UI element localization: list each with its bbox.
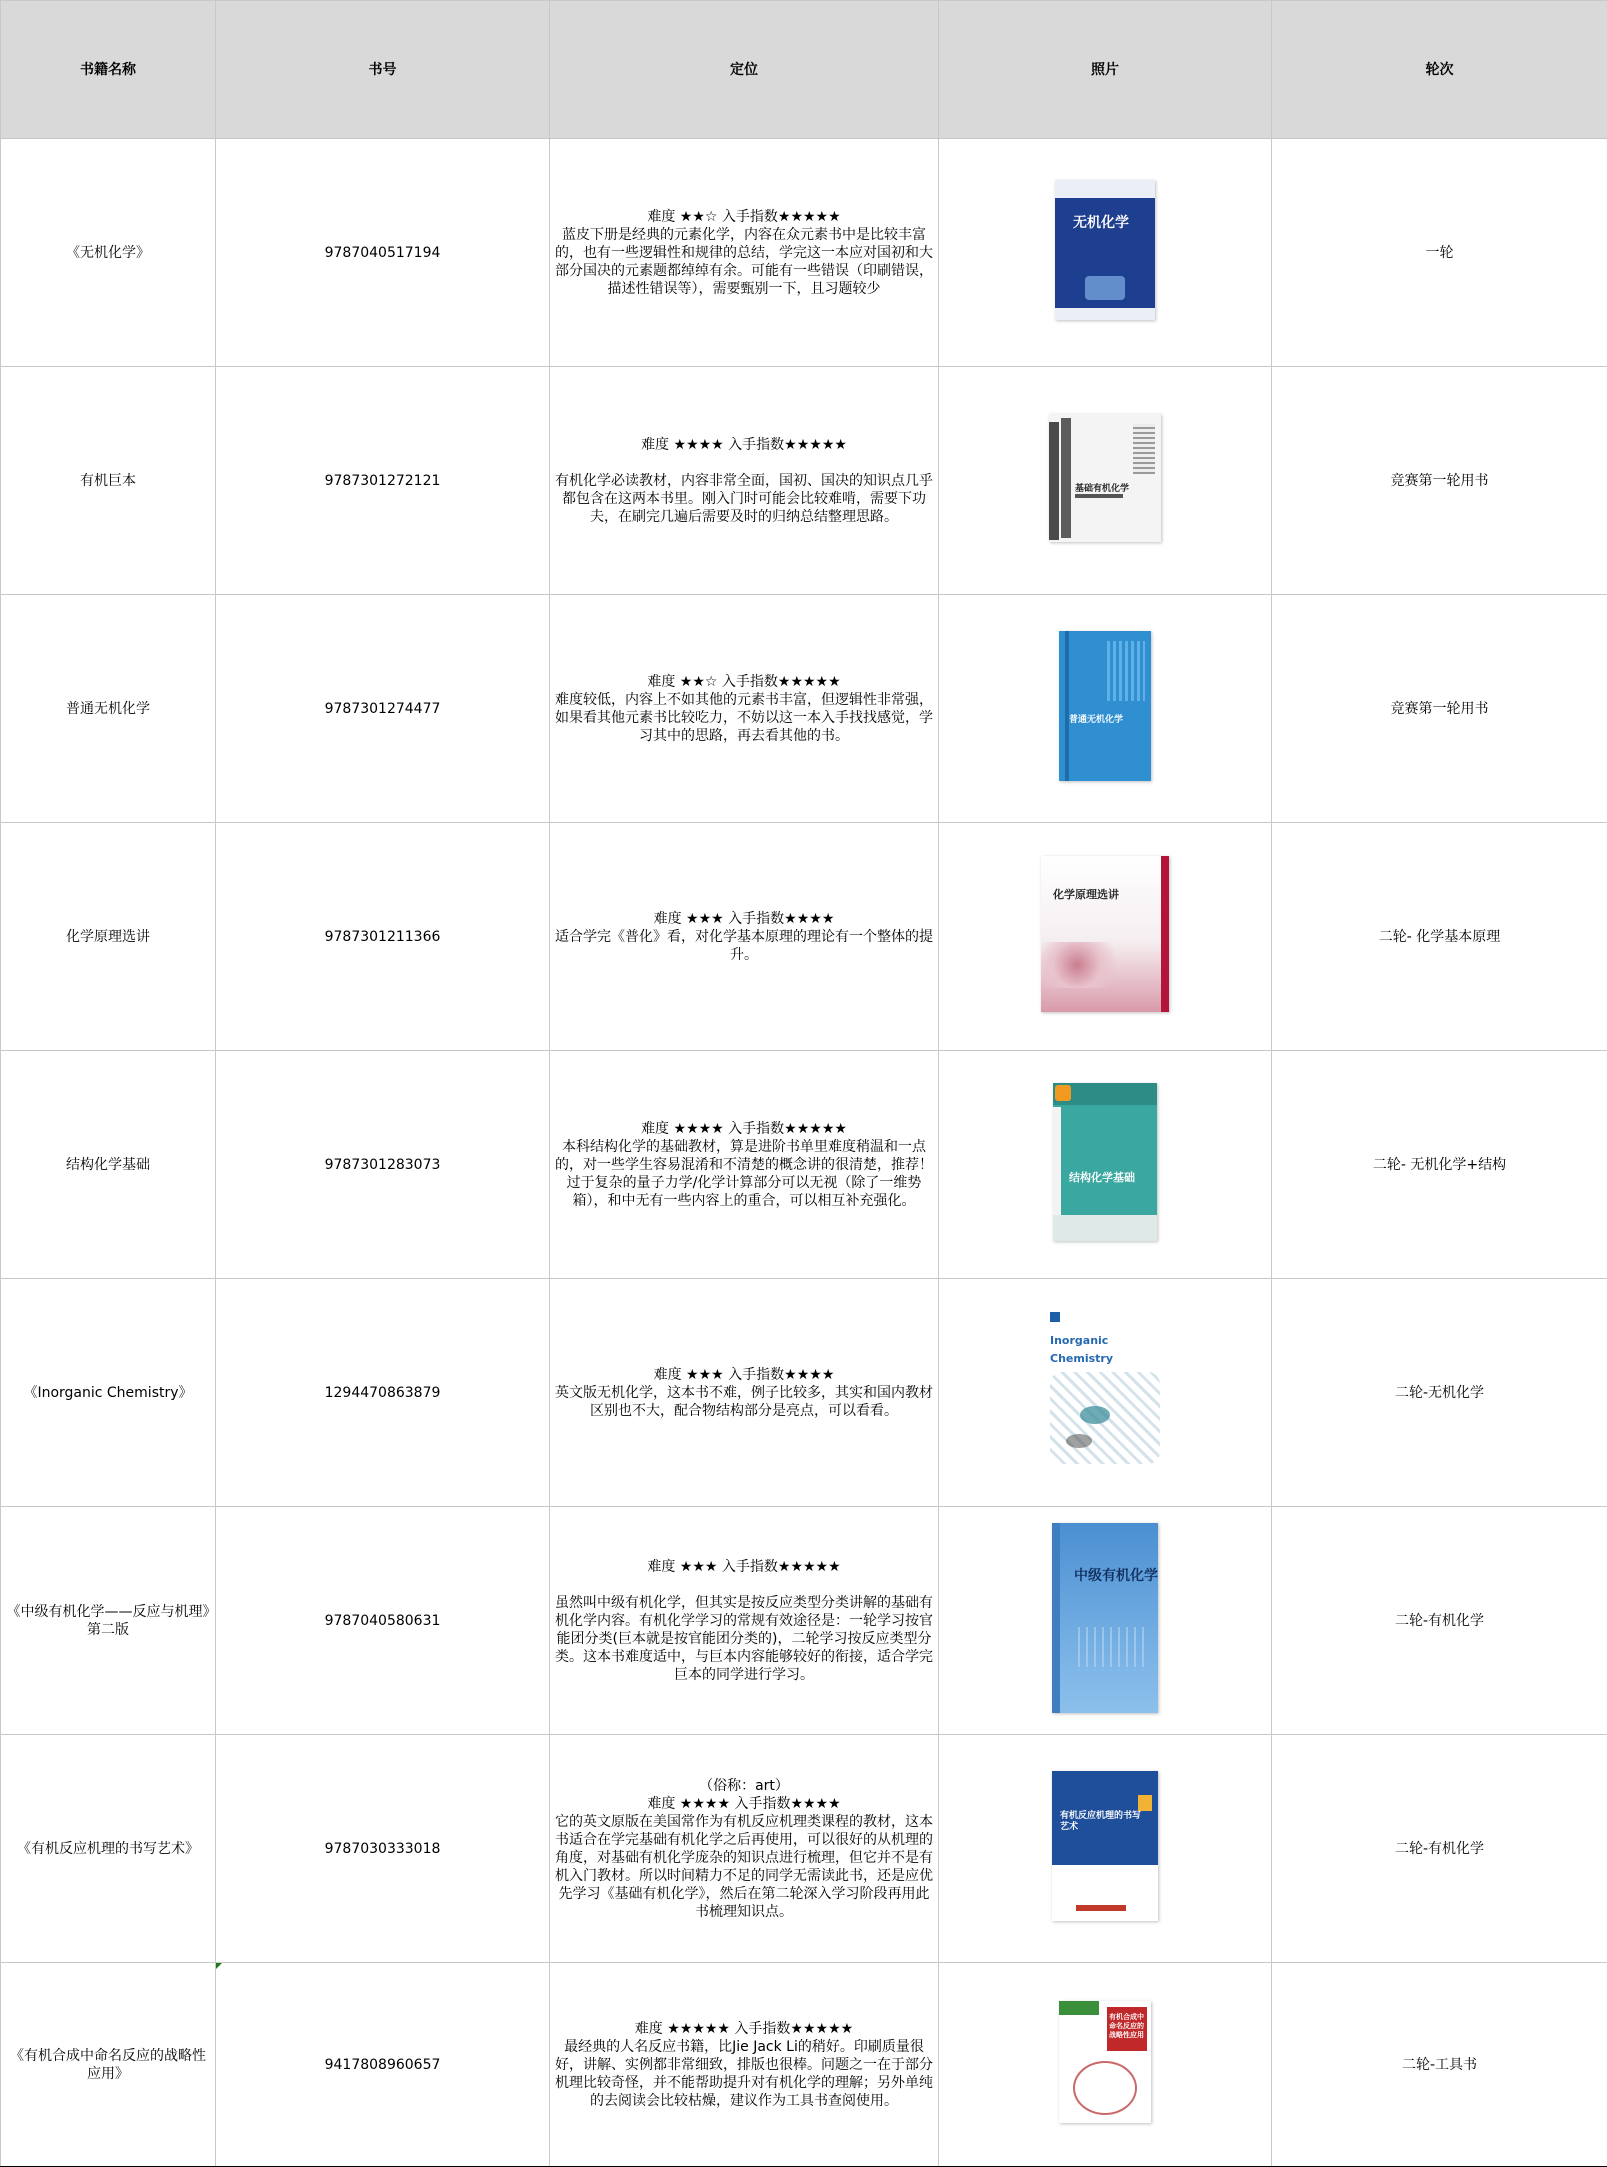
cover-title: 结构化学基础 bbox=[1069, 1169, 1135, 1187]
header-round[interactable]: 轮次 bbox=[1272, 1, 1607, 139]
photo-cell[interactable] bbox=[939, 823, 1272, 1051]
round-cell[interactable]: 竞赛第一轮用书 bbox=[1272, 595, 1607, 823]
book-cover-image bbox=[1049, 414, 1161, 542]
book-cover-image bbox=[1040, 1310, 1170, 1470]
book-name-cell[interactable]: 《Inorganic Chemistry》 bbox=[1, 1279, 216, 1507]
isbn-cell[interactable]: 9787301211366 bbox=[216, 823, 550, 1051]
round-cell[interactable]: 二轮-无机化学 bbox=[1272, 1279, 1607, 1507]
book-name-cell[interactable]: 《中级有机化学——反应与机理》第二版 bbox=[1, 1507, 216, 1735]
cover-title: Inorganic Chemistry bbox=[1050, 1332, 1170, 1368]
description-cell[interactable] bbox=[550, 1279, 939, 1507]
book-name-cell[interactable]: 《有机合成中命名反应的战略性应用》 bbox=[1, 1963, 216, 2167]
photo-cell[interactable] bbox=[939, 1279, 1272, 1507]
description-cell[interactable] bbox=[550, 1963, 939, 2167]
round-cell[interactable]: 一轮 bbox=[1272, 139, 1607, 367]
isbn-cell[interactable]: 9787301274477 bbox=[216, 595, 550, 823]
table-row bbox=[1, 1963, 1607, 2167]
isbn-text: 9417808960657 bbox=[325, 2057, 441, 2073]
header-row bbox=[1, 1, 1607, 139]
cover-title: 有机反应机理的书写艺术 bbox=[1060, 1811, 1146, 1833]
description-text: 难度 ★★★ 入手指数★★★★ 适合学完《普化》看，对化学基本原理的理论有一个整体的提升。 bbox=[554, 910, 934, 964]
description-text: 难度 ★★★★ 入手指数★★★★★ 有机化学必读教材，内容非常全面，国初、国决的知识点几乎都包含在这两本书里。刚入门时可能会比较难啃，需要下功夫，在刷完几遍后需要及时的归纳总结整理思路。 bbox=[554, 436, 934, 526]
cover-title: 基础有机化学 bbox=[1075, 480, 1129, 498]
header-book-name[interactable]: 书籍名称 bbox=[1, 1, 216, 139]
round-cell[interactable]: 竞赛第一轮用书 bbox=[1272, 367, 1607, 595]
description-cell[interactable] bbox=[550, 1735, 939, 1963]
round-cell[interactable]: 二轮-有机化学 bbox=[1272, 1735, 1607, 1963]
book-cover-image bbox=[1055, 180, 1155, 320]
isbn-cell[interactable]: 9787030333018 bbox=[216, 1735, 550, 1963]
description-cell[interactable] bbox=[550, 1507, 939, 1735]
description-cell[interactable] bbox=[550, 595, 939, 823]
book-name-cell[interactable]: 结构化学基础 bbox=[1, 1051, 216, 1279]
book-cover-image bbox=[1052, 1771, 1158, 1921]
table-row bbox=[1, 1507, 1607, 1735]
cover-title: 中级有机化学 bbox=[1074, 1567, 1158, 1585]
isbn-cell[interactable] bbox=[216, 1963, 550, 2167]
cover-title: 普通无机化学 bbox=[1069, 711, 1123, 729]
book-cover-image bbox=[1059, 2001, 1151, 2123]
book-name-cell[interactable]: 普通无机化学 bbox=[1, 595, 216, 823]
photo-cell[interactable] bbox=[939, 1507, 1272, 1735]
description-text: 难度 ★★☆ 入手指数★★★★★ 难度较低，内容上不如其他的元素书丰富，但逻辑性非常强，如果看其他元素书比较吃力，不妨以这一本入手找找感觉，学习其中的思路，再去看其他的书。 bbox=[554, 673, 934, 745]
cover-title: 无机化学 bbox=[1073, 214, 1129, 232]
round-cell[interactable]: 二轮- 化学基本原理 bbox=[1272, 823, 1607, 1051]
isbn-cell[interactable]: 9787040580631 bbox=[216, 1507, 550, 1735]
header-isbn[interactable]: 书号 bbox=[216, 1, 550, 139]
table-row bbox=[1, 139, 1607, 367]
isbn-cell[interactable]: 9787040517194 bbox=[216, 139, 550, 367]
description-cell[interactable] bbox=[550, 1051, 939, 1279]
book-name-cell[interactable]: 化学原理选讲 bbox=[1, 823, 216, 1051]
photo-cell[interactable] bbox=[939, 1051, 1272, 1279]
description-text: 难度 ★★★★★ 入手指数★★★★★ 最经典的人名反应书籍，比Jie Jack Li的稍好。印刷质量很好，讲解、实例都非常细致，排版也很棒。问题之一在于部分机理比较奇怪，并不能帮助提升对有机化学的理解；另外单纯的去阅读会比较枯燥，建议作为工具书查阅使用。 bbox=[554, 2020, 934, 2110]
isbn-cell[interactable]: 1294470863879 bbox=[216, 1279, 550, 1507]
round-cell[interactable]: 二轮-工具书 bbox=[1272, 1963, 1607, 2167]
book-cover-image bbox=[1052, 1523, 1158, 1713]
round-cell[interactable]: 二轮-有机化学 bbox=[1272, 1507, 1607, 1735]
photo-cell[interactable] bbox=[939, 139, 1272, 367]
round-cell[interactable]: 二轮- 无机化学+结构 bbox=[1272, 1051, 1607, 1279]
isbn-cell[interactable]: 9787301283073 bbox=[216, 1051, 550, 1279]
isbn-cell[interactable]: 9787301272121 bbox=[216, 367, 550, 595]
description-cell[interactable] bbox=[550, 139, 939, 367]
description-text: 难度 ★★☆ 入手指数★★★★★ 蓝皮下册是经典的元素化学，内容在众元素书中是比较丰富的，也有一些逻辑性和规律的总结，学完这一本应对国初和大部分国决的元素题都绰绰有余。可能有一些错误（印刷错误，描述性错误等），需要甄别一下，且习题较少 bbox=[554, 208, 934, 298]
description-cell[interactable] bbox=[550, 367, 939, 595]
table-row bbox=[1, 367, 1607, 595]
description-text: 难度 ★★★ 入手指数★★★★ 英文版无机化学，这本书不难，例子比较多，其实和国内教材区别也不大，配合物结构部分是亮点，可以看看。 bbox=[554, 1366, 934, 1420]
header-photo[interactable]: 照片 bbox=[939, 1, 1272, 139]
book-cover-image bbox=[1053, 1083, 1157, 1241]
description-text: 难度 ★★★★ 入手指数★★★★★ 本科结构化学的基础教材，算是进阶书单里难度稍温和一点的，对一些学生容易混淆和不清楚的概念讲的很清楚，推荐！ 过于复杂的量子力学/化学计算部分可以无视（除了一维势箱），和中无有一些内容上的重合，可以相互补充强化。 bbox=[554, 1120, 934, 1210]
cover-title: 有机合成中命名反应的战略性应用 bbox=[1109, 2013, 1145, 2040]
book-cover-image bbox=[1059, 631, 1151, 781]
table-row bbox=[1, 1279, 1607, 1507]
photo-cell[interactable] bbox=[939, 1963, 1272, 2167]
table-row bbox=[1, 595, 1607, 823]
book-cover-image bbox=[1041, 856, 1169, 1012]
photo-cell[interactable] bbox=[939, 367, 1272, 595]
book-name-cell[interactable]: 有机巨本 bbox=[1, 367, 216, 595]
photo-cell[interactable] bbox=[939, 1735, 1272, 1963]
book-name-cell[interactable]: 《有机反应机理的书写艺术》 bbox=[1, 1735, 216, 1963]
book-name-cell[interactable]: 《无机化学》 bbox=[1, 139, 216, 367]
description-text: 难度 ★★★ 入手指数★★★★★ 虽然叫中级有机化学，但其实是按反应类型分类讲解的基础有机化学内容。有机化学学习的常规有效途径是：一轮学习按官能团分类(巨本就是按官能团分类的)，二轮学习按反应类型分类。这本书难度适中，与巨本内容能够较好的衔接，适合学完巨本的同学进行学习。 bbox=[554, 1558, 934, 1684]
cover-title: 化学原理选讲 bbox=[1053, 886, 1119, 904]
cell-comment-marker bbox=[216, 1963, 222, 1969]
table-row bbox=[1, 823, 1607, 1051]
header-positioning[interactable]: 定位 bbox=[550, 1, 939, 139]
table-row bbox=[1, 1051, 1607, 1279]
table-row bbox=[1, 1735, 1607, 1963]
description-cell[interactable] bbox=[550, 823, 939, 1051]
photo-cell[interactable] bbox=[939, 595, 1272, 823]
description-text: （俗称：art） 难度 ★★★★ 入手指数★★★★ 它的英文原版在美国常作为有机反应机理类课程的教材，这本书适合在学完基础有机化学之后再使用，可以很好的从机理的角度，对基础有机化学庞杂的知识点进行梳理，但它并不是有机入门教材。所以时间精力不足的同学无需读此书，还是应优先学习《基础有机化学》，然后在第二轮深入学习阶段再用此书梳理知识点。 bbox=[554, 1777, 934, 1921]
